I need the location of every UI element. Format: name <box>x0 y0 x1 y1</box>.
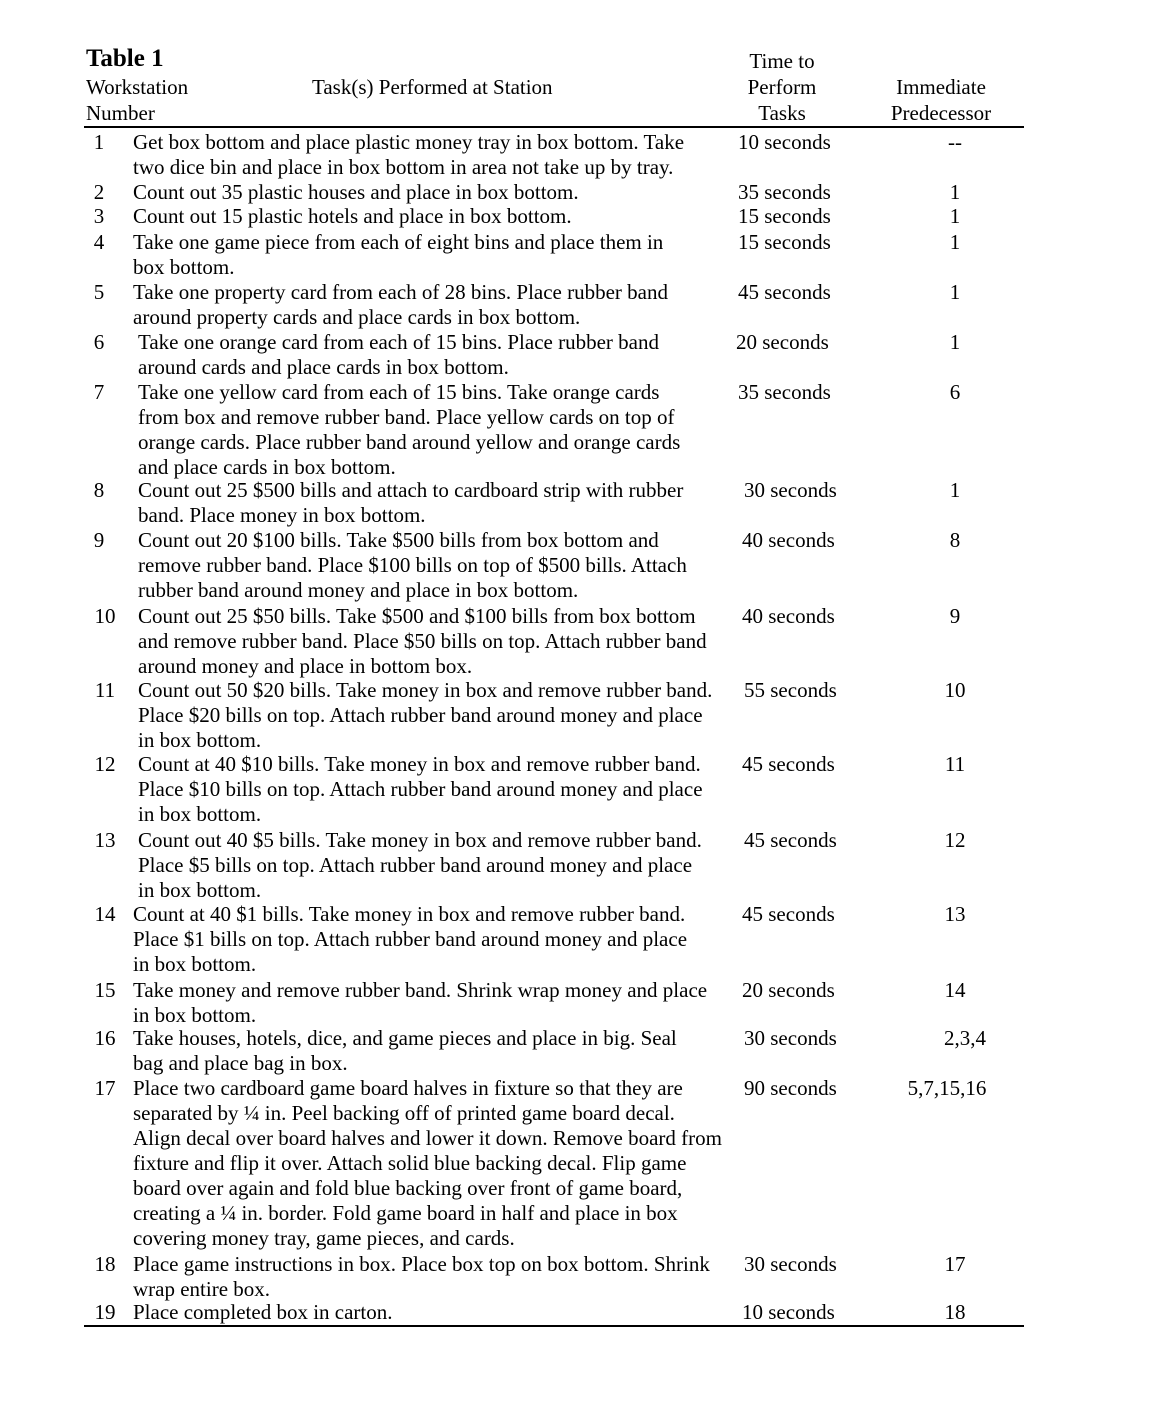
row-time: 30 seconds <box>744 1252 837 1276</box>
row-time: 15 seconds <box>738 204 831 228</box>
row-task: Get box bottom and place plastic money tray in box bottom. Take two dice bin and place in box bottom in area not take up by tray. <box>133 130 685 179</box>
header-immediate-predecessor: Immediate Predecessor <box>890 75 992 125</box>
header-rule <box>84 126 1024 128</box>
row-predecessor: 1 <box>949 478 961 502</box>
row-task: Place game instructions in box. Place box top on box bottom. Shrink wrap entire box. <box>133 1252 710 1301</box>
row-predecessor: 2,3,4 <box>944 1026 986 1050</box>
row-number: 4 <box>93 230 105 254</box>
row-predecessor: 1 <box>949 180 961 204</box>
row-number: 8 <box>93 478 105 502</box>
row-time: 30 seconds <box>744 478 837 502</box>
row-predecessor: 17 <box>944 1252 966 1276</box>
row-number: 1 <box>93 130 105 154</box>
row-predecessor: 11 <box>944 752 966 776</box>
row-task: Take one yellow card from each of 15 bins. Take orange cards from box and remove rubber band. Place yellow cards on top of orange cards. Place rubber band around yellow and orange cards and place cards in box bottom. <box>138 380 681 479</box>
row-number: 9 <box>93 528 105 552</box>
header-tasks-performed: Task(s) Performed at Station <box>312 75 553 99</box>
row-number: 18 <box>94 1252 116 1276</box>
row-task: Take one orange card from each of 15 bins. Place rubber band around cards and place cards in box bottom. <box>138 330 659 379</box>
row-number: 14 <box>94 902 116 926</box>
row-task: Take one game piece from each of eight bins and place them in box bottom. <box>133 230 664 279</box>
row-number: 10 <box>94 604 116 628</box>
row-time: 10 seconds <box>738 130 831 154</box>
row-time: 45 seconds <box>742 752 835 776</box>
table-bottom-rule <box>84 1325 1024 1327</box>
row-number: 17 <box>94 1076 116 1100</box>
row-time: 15 seconds <box>738 230 831 254</box>
row-number: 11 <box>94 678 116 702</box>
row-number: 15 <box>94 978 116 1002</box>
row-predecessor: 14 <box>944 978 966 1002</box>
row-time: 20 seconds <box>736 330 829 354</box>
row-task: Place two cardboard game board halves in fixture so that they are separated by ¼ in. Peel backing off of printed game board decal. Align decal over board halves and lower it down. Remove board from fixture and flip it over. Attach solid blue backing decal. Flip game board over again and fold blue backing over front of game board, creating a ¼ in. border. Fold game board in half and place in box covering money tray, game pieces, and cards. <box>133 1076 722 1250</box>
row-task: Take houses, hotels, dice, and game pieces and place in big. Seal bag and place bag in box. <box>133 1026 677 1075</box>
row-task: Count out 50 $20 bills. Take money in box and remove rubber band. Place $20 bills on top. Attach rubber band around money and place in box bottom. <box>138 678 713 752</box>
row-task: Take money and remove rubber band. Shrink wrap money and place in box bottom. <box>133 978 708 1027</box>
row-number: 19 <box>94 1300 116 1324</box>
row-time: 35 seconds <box>738 180 831 204</box>
row-task: Count at 40 $1 bills. Take money in box and remove rubber band. Place $1 bills on top. Attach rubber band around money and place in box bottom. <box>133 902 688 976</box>
row-time: 45 seconds <box>744 828 837 852</box>
header-workstation-number: Workstation Number <box>86 75 189 125</box>
row-number: 12 <box>94 752 116 776</box>
row-predecessor: 6 <box>949 380 961 404</box>
row-time: 90 seconds <box>744 1076 837 1100</box>
row-predecessor: 1 <box>949 330 961 354</box>
row-time: 10 seconds <box>742 1300 835 1324</box>
row-task: Count out 20 $100 bills. Take $500 bills from box bottom and remove rubber band. Place $100 bills on top of $500 bills. Attach rubber band around money and place in box bottom. <box>138 528 687 602</box>
row-time: 45 seconds <box>742 902 835 926</box>
row-predecessor: 1 <box>949 280 961 304</box>
row-task: Place completed box in carton. <box>133 1300 393 1324</box>
row-time: 40 seconds <box>742 604 835 628</box>
row-number: 7 <box>93 380 105 404</box>
row-predecessor: 1 <box>949 230 961 254</box>
row-predecessor: -- <box>948 130 962 154</box>
row-task: Count out 40 $5 bills. Take money in box and remove rubber band. Place $5 bills on top. Attach rubber band around money and place in box bottom. <box>138 828 702 902</box>
row-predecessor: 10 <box>944 678 966 702</box>
table-title: Table 1 <box>86 45 164 72</box>
row-task: Count out 25 $500 bills and attach to cardboard strip with rubber band. Place money in box bottom. <box>138 478 684 527</box>
row-number: 3 <box>93 204 105 228</box>
row-predecessor: 13 <box>944 902 966 926</box>
row-task: Count out 25 $50 bills. Take $500 and $100 bills from box bottom and remove rubber band. Place $50 bills on top. Attach rubber band around money and place in bottom box. <box>138 604 707 678</box>
row-number: 6 <box>93 330 105 354</box>
row-time: 55 seconds <box>744 678 837 702</box>
header-time-to-perform: Time to Perform Tasks <box>747 49 817 125</box>
row-time: 35 seconds <box>738 380 831 404</box>
row-number: 16 <box>94 1026 116 1050</box>
row-time: 45 seconds <box>738 280 831 304</box>
row-number: 5 <box>93 280 105 304</box>
row-task: Take one property card from each of 28 bins. Place rubber band around property cards and place cards in box bottom. <box>133 280 668 329</box>
row-number: 13 <box>94 828 116 852</box>
row-predecessor: 8 <box>949 528 961 552</box>
row-time: 20 seconds <box>742 978 835 1002</box>
row-number: 2 <box>93 180 105 204</box>
row-predecessor: 18 <box>944 1300 966 1324</box>
row-predecessor: 1 <box>949 204 961 228</box>
row-task: Count at 40 $10 bills. Take money in box and remove rubber band. Place $10 bills on top. Attach rubber band around money and place in box bottom. <box>138 752 703 826</box>
row-task: Count out 35 plastic houses and place in box bottom. <box>133 180 579 204</box>
row-time: 40 seconds <box>742 528 835 552</box>
row-predecessor: 12 <box>944 828 966 852</box>
row-task: Count out 15 plastic hotels and place in box bottom. <box>133 204 572 228</box>
row-predecessor: 9 <box>949 604 961 628</box>
row-predecessor: 5,7,15,16 <box>907 1076 987 1100</box>
row-time: 30 seconds <box>744 1026 837 1050</box>
